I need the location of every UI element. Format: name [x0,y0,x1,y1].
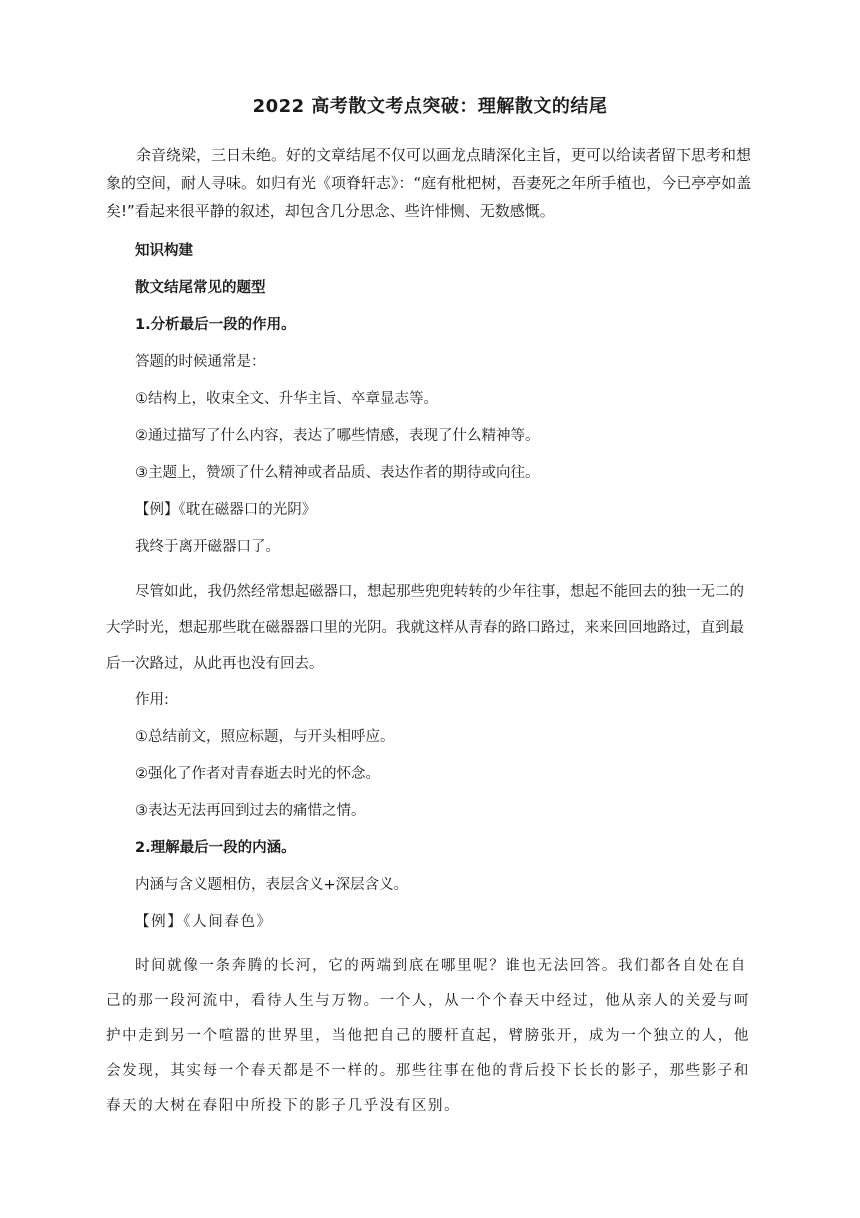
effect-label: 作用: [135,692,169,708]
document-body [106,141,756,1124]
effect-item: ③表达无法再回到过去的痛惜之情。 [135,803,366,819]
example-1-label: 【例】《耽在磁器口的光阴》 [135,502,317,518]
page-title: 2022 高考散文考点突破：理解散文的结尾 [252,96,608,117]
question-1-point: ①结构上，收束全文、升华主旨、卒章显志等。 [135,391,438,407]
question-1-heading: 1.分析最后一段的作用。 [135,317,296,333]
example-1-line: 我终于离开磁器口了。 [135,539,280,555]
question-2-lead: 内涵与含义题相仿，表层含义+深层含义。 [135,877,409,893]
question-1-point: ③主题上，赞颂了什么精神或者品质、表达作者的期待或向往。 [135,465,540,481]
question-1-lead: 答题的时候通常是： [135,354,266,370]
effect-item: ②强化了作者对青春逝去时光的怀念。 [135,766,380,782]
example-2-paragraph: 时间就像一条奔腾的长河，它的两端到底在哪里呢？谁也无法回答。我们都各自处在自己的那一段河流中，看待人生与万物。一个人，从一个个春天中经过，他从亲人的关爱与呵护中走到另一个喧嚣的世界里，当他把自己的腰杆直起，臂膀张开，成为一个独立的人，他会发现，其实每一个春天都是不一样的。那些往事在他的背后投下长长的影子，那些影子和春天的大树在春阳中所投下的影子几乎没有区别。 [106,958,750,1114]
example-1-paragraph: 尽管如此，我仍然经常想起磁器口，想起那些兜兜转转的少年往事，想起不能回去的独一无二的大学时光，想起那些耽在磁器器口里的光阴。我就这样从青春的路口路过，来来回回地路过，直到最后一次路过，从此再也没有回去。 [106,584,744,672]
question-2-heading: 2.理解最后一段的内涵。 [135,840,296,856]
example-2-label: 【例】《人间春色》 [135,914,273,930]
effect-item: ①总结前文，照应标题，与开头相呼应。 [135,729,395,745]
intro-paragraph: 余音绕梁，三日未绝。好的文章结尾不仅可以画龙点睛深化主旨，更可以给读者留下思考和想象的空间，耐人寻味。如归有光《项脊轩志》：“庭有枇杷树，吾妻死之年所手植也，今已亭亭如盖矣!”看起来很平静的叙述，却包含几分思念、些许悱恻、无数感慨。 [106,146,752,220]
question-1-point: ②通过描写了什么内容，表达了哪些情感，表现了什么精神等。 [135,428,540,444]
section-heading: 知识构建 [135,243,193,259]
subsection-heading: 散文结尾常见的题型 [135,280,266,296]
